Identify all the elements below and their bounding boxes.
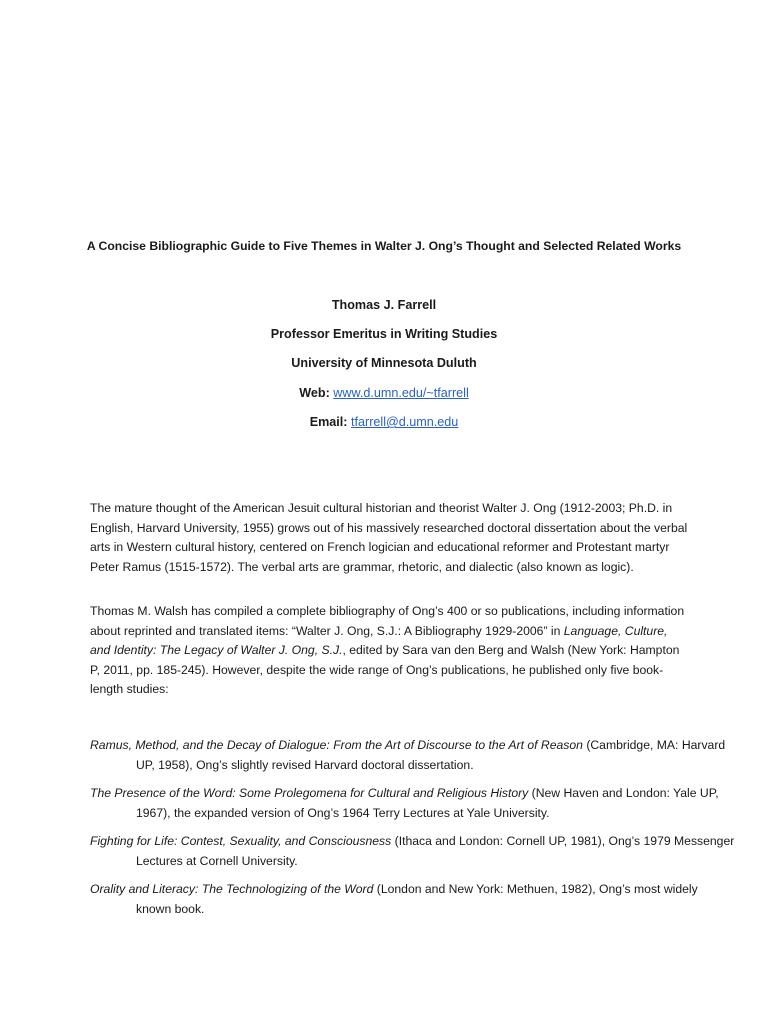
- paragraph-text-end: , edited by Sara van den Berg and Walsh (New York: Hampton P, 2011, pp. 185-245). However, despite the wide range of Ong’s publications, he published only five book-length studies:: [90, 643, 680, 696]
- email-link[interactable]: tfarrell@d.umn.edu: [351, 415, 459, 429]
- bibliography-note-paragraph: [90, 602, 690, 700]
- intro-paragraph: The mature thought of the American Jesuit cultural historian and theorist Walter J. Ong (1912-2003; Ph.D. in English, Harvard University, 1955) grows out of his massively researched doctoral dissertation about the verbal arts in Western cultural history, centered on French logician and educational reformer and Protestant martyr Peter Ramus (1515-1572). The verbal arts are grammar, rhetoric, and dialectic (also known as logic).: [90, 501, 688, 574]
- entry-title: Fighting for Life: Contest, Sexuality, and Consciousness: [90, 834, 392, 848]
- paragraph-book-title: Language, Culture, and Identity: The Legacy of Walter J. Ong, S.J.: [90, 623, 668, 657]
- web-link[interactable]: www.d.umn.edu/~tfarrell: [333, 386, 469, 400]
- entry-details: (Cambridge, MA: Harvard UP, 1958), Ong’s slightly revised Harvard doctoral dissertation.: [136, 738, 726, 772]
- bibliography-entry: [90, 832, 736, 871]
- bibliography-entry: [90, 736, 736, 775]
- author-web-line: [0, 385, 768, 401]
- paragraph-text-start: Thomas M. Walsh has compiled a complete bibliography of Ong’s 400 or so publications, including information about reprinted and translated items: “Walter J. Ong, S.J.: A Bibliography 1929-2006” in: [90, 604, 685, 638]
- entry-title: Ramus, Method, and the Decay of Dialogue: From the Art of Discourse to the Art of Reason: [90, 738, 583, 752]
- entry-title: Orality and Literacy: The Technologizing of the Word: [90, 882, 374, 896]
- author-email-line: [0, 414, 768, 430]
- entry-details: (New Haven and London: Yale UP, 1967), the expanded version of Ong’s 1964 Terry Lectures at Yale University.: [136, 786, 719, 820]
- author-name: Thomas J. Farrell: [331, 298, 437, 312]
- author-institution: University of Minnesota Duluth: [291, 356, 477, 370]
- entry-details: (Ithaca and London: Cornell UP, 1981), Ong’s 1979 Messenger Lectures at Cornell University.: [136, 834, 735, 868]
- document-title: A Concise Bibliographic Guide to Five Themes in Walter J. Ong’s Thought and Selected Related Works: [86, 239, 682, 253]
- email-label: Email:: [309, 415, 348, 429]
- bibliography-entry: [90, 880, 736, 919]
- web-label: Web:: [299, 386, 330, 400]
- entry-details: (London and New York: Methuen, 1982), Ong’s most widely known book.: [136, 882, 698, 916]
- bibliography-entry: [90, 784, 736, 823]
- author-position: Professor Emeritus in Writing Studies: [270, 327, 498, 341]
- entry-title: The Presence of the Word: Some Prolegomena for Cultural and Religious History: [90, 786, 529, 800]
